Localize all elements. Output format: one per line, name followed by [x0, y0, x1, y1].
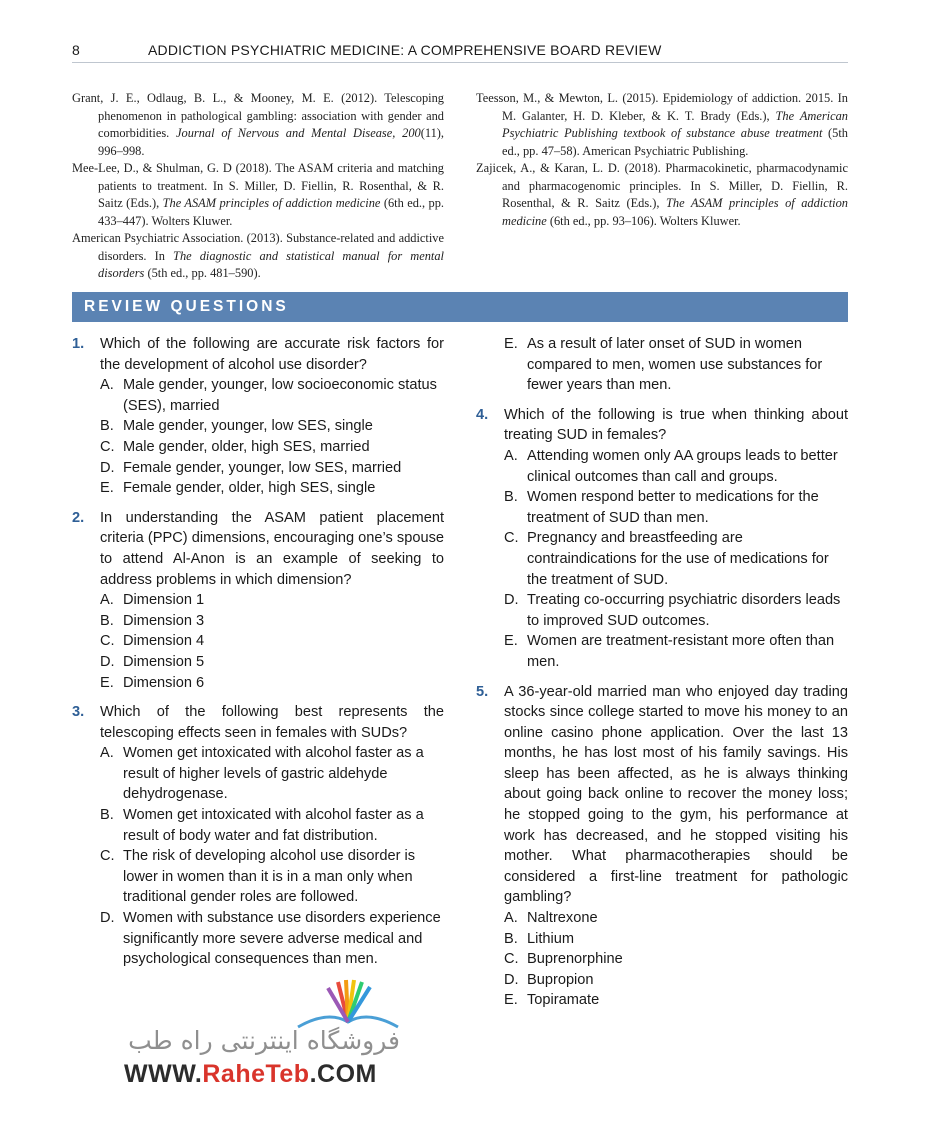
answer-option — [504, 631, 848, 672]
question-stem: In understanding the ASAM patient placement criteria (PPC) dimensions, encouraging one’s spouse to attend Al-Anon is an example of seeking to address problems in which dimension? — [100, 509, 444, 588]
option-letter: A. — [100, 592, 114, 609]
references-left-column — [72, 90, 444, 283]
option-letter: B. — [100, 612, 114, 629]
watermark-url: WWW.RaheTeb.COM — [124, 1060, 377, 1088]
option-text: Male gender, younger, low SES, single — [123, 418, 373, 435]
watermark — [120, 972, 410, 1092]
option-letter: A. — [504, 447, 518, 464]
book-title: ADDICTION PSYCHIATRIC MEDICINE: A COMPREHENSIVE BOARD REVIEW — [148, 42, 662, 58]
question-number: 1. — [72, 336, 85, 352]
option-letter: E. — [504, 336, 518, 352]
answer-option — [504, 949, 848, 970]
answer-option — [100, 416, 444, 437]
reference-item: American Psychiatric Association. (2013). Substance-related and addictive disorders. In The diagnostic and statistical manual for mental disorders (5th ed., pp. 481–590). — [72, 231, 444, 280]
option-letter: B. — [504, 489, 518, 506]
answer-option — [100, 478, 444, 499]
option-text: Dimension 3 — [123, 612, 205, 629]
option-text: Female gender, younger, low SES, married — [123, 459, 402, 476]
answer-option — [504, 970, 848, 991]
option-text: Male gender, younger, low socioeconomic status (SES), married — [123, 377, 437, 414]
answer-option — [504, 929, 848, 950]
option-letter: A. — [100, 745, 114, 762]
option-letter: D. — [504, 971, 519, 988]
references-right-column — [476, 90, 848, 230]
answer-option — [100, 805, 444, 846]
section-title-bar — [72, 292, 848, 322]
option-text: Female gender, older, high SES, single — [123, 480, 376, 497]
option-text: Treating co-occurring psychiatric disorders leads to improved SUD outcomes. — [527, 592, 841, 629]
question-1 — [72, 334, 444, 499]
reference-item: Teesson, M., & Mewton, L. (2015). Epidemiology of addiction. 2015. In M. Galanter, H. D. Kleber, & K. T. Brady (Eds.), The American Psychiatric Publishing textbook of substance abuse treatment (5th ed., pp. 47–58). American Psychiatric Publishing. — [476, 91, 848, 158]
option-text: Women respond better to medications for the treatment of SUD than men. — [527, 489, 819, 526]
section-title: REVIEW QUESTIONS — [84, 298, 289, 315]
option-letter: C. — [100, 848, 115, 865]
reference-item: Zajicek, A., & Karan, L. D. (2018). Pharmacokinetic, pharmacodynamic and pharmacogenomic principles. In S. Miller, D. Fiellin, R. Rosenthal, & R. Saitz (Eds.), The ASAM principles of addiction medicine (6th ed., pp. 93–106). Wolters Kluwer. — [476, 161, 849, 228]
option-letter: C. — [100, 633, 115, 650]
answer-option — [504, 446, 848, 487]
question-3-continued-option — [476, 334, 848, 396]
question-stem: A 36-year-old married man who enjoyed day trading stocks since college started to move his money to an online casino phone application. Over the last 13 months, he has lost most of his family savings. His sleep has been affected, as he is always thinking about going back online to recover the money loss; he stopped going to the gym, his performance at work has decreased, and he stopped visiting his mother. What pharmacotherapies should be considered a first-line treatment for pathologic gambling? — [504, 683, 848, 906]
answer-option — [100, 631, 444, 652]
answer-option — [504, 990, 848, 1011]
option-text: Women get intoxicated with alcohol faster as a result of higher levels of gastric aldehyde dehydrogenase. — [123, 745, 424, 803]
option-text: Pregnancy and breastfeeding are contraindications for the use of medications for the treatment of SUD. — [527, 530, 829, 588]
questions-left-column — [72, 334, 444, 979]
answer-option — [100, 611, 444, 632]
option-text: Dimension 1 — [123, 592, 205, 609]
option-text: Male gender, older, high SES, married — [123, 438, 370, 455]
page-number: 8 — [72, 42, 80, 58]
question-4 — [476, 405, 848, 673]
option-letter: D. — [504, 592, 519, 609]
option-letter: E. — [100, 674, 114, 691]
option-letter: C. — [504, 951, 519, 968]
reference-item: Grant, J. E., Odlaug, B. L., & Mooney, M. E. (2012). Telescoping phenomenon in pathological gambling: association with gender and comorbidities. Journal of Nervous and Mental Disease, 200(11), 996–998. — [72, 91, 444, 158]
question-stem: Which of the following is true when thinking about treating SUD in females? — [504, 406, 848, 444]
option-letter: B. — [100, 807, 114, 824]
watermark-persian-text: فروشگاه اینترنتی راه طب — [128, 1026, 400, 1055]
question-2 — [72, 508, 444, 693]
option-text: The risk of developing alcohol use disorder is lower in women than it is in a man only when traditional gender roles are followed. — [123, 848, 416, 906]
question-number: 5. — [476, 683, 489, 700]
option-letter: D. — [100, 653, 115, 670]
question-number: 4. — [476, 406, 489, 423]
option-letter: E. — [100, 480, 114, 497]
option-letter: A. — [100, 377, 114, 394]
question-number: 2. — [72, 509, 85, 526]
option-letter: B. — [100, 418, 114, 435]
answer-option — [100, 743, 444, 805]
answer-option — [100, 590, 444, 611]
option-text: As a result of later onset of SUD in women compared to men, women use substances for fewer years than men. — [527, 336, 823, 394]
option-text: Naltrexone — [527, 910, 598, 927]
running-header — [72, 42, 848, 63]
option-text: Women get intoxicated with alcohol faster as a result of body water and fat distribution. — [123, 807, 424, 844]
option-text: Dimension 5 — [123, 653, 205, 670]
option-letter: C. — [100, 438, 115, 455]
answer-option — [504, 528, 848, 590]
option-text: Women with substance use disorders experience significantly more severe adverse medical and psychological consequences than men. — [123, 910, 441, 968]
question-number: 3. — [72, 704, 85, 721]
option-letter: D. — [100, 459, 115, 476]
book-logo-icon — [288, 972, 408, 1032]
option-text: Lithium — [527, 930, 575, 947]
option-text: Women are treatment-resistant more often than men. — [527, 633, 835, 670]
question-stem: Which of the following best represents the telescoping effects seen in females with SUDs? — [100, 704, 444, 741]
answer-option — [100, 437, 444, 458]
question-3 — [72, 702, 444, 970]
questions-right-column — [476, 334, 848, 1020]
option-text: Bupropion — [527, 971, 594, 988]
option-letter: E. — [504, 992, 518, 1009]
answer-option — [100, 673, 444, 694]
answer-option — [100, 458, 444, 479]
answer-option — [100, 846, 444, 908]
option-text: Dimension 4 — [123, 633, 205, 650]
question-5 — [476, 682, 848, 1012]
question-stem: Which of the following are accurate risk factors for the development of alcohol use disorder? — [100, 336, 444, 373]
answer-option — [504, 590, 848, 631]
option-letter: A. — [504, 910, 518, 927]
option-letter: E. — [504, 633, 518, 650]
answer-option — [100, 375, 444, 416]
reference-item: Mee-Lee, D., & Shulman, G. D (2018). The ASAM criteria and matching patients to treatment. In S. Miller, D. Fiellin, R. Rosenthal, & R. Saitz (Eds.), The ASAM principles of addiction medicine (6th ed., pp. 433–447). Wolters Kluwer. — [72, 161, 444, 228]
option-text: Topiramate — [527, 992, 600, 1009]
answer-option — [100, 908, 444, 970]
option-letter: D. — [100, 910, 115, 927]
option-letter: C. — [504, 530, 519, 547]
option-letter: B. — [504, 930, 518, 947]
option-text: Buprenorphine — [527, 951, 623, 968]
answer-option — [504, 908, 848, 929]
answer-option — [100, 652, 444, 673]
answer-option — [504, 487, 848, 528]
option-text: Attending women only AA groups leads to better clinical outcomes than call and groups. — [527, 447, 838, 485]
option-text: Dimension 6 — [123, 674, 205, 691]
